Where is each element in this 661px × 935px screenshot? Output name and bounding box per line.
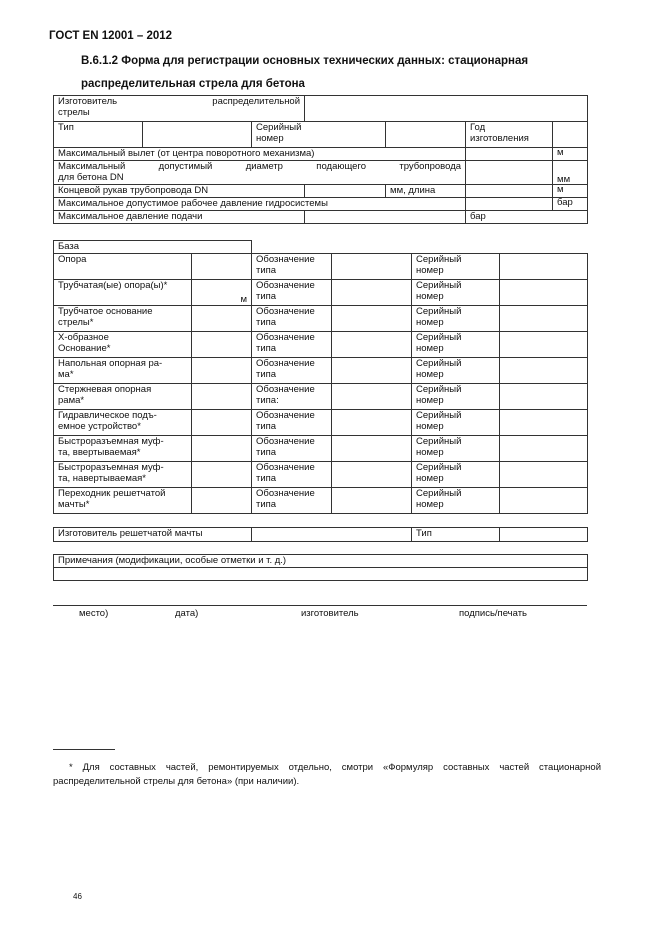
footnote-separator	[53, 749, 115, 750]
standard-header: ГОСТ EN 12001 – 2012	[49, 30, 173, 42]
components-table	[53, 240, 588, 514]
type-designation-line2: типа	[256, 473, 277, 484]
type-designation-cell	[252, 462, 332, 488]
unit-m: м	[240, 294, 247, 305]
component-label-line2: ма*	[58, 369, 74, 380]
component-row	[54, 358, 588, 384]
type-designation-line1: Обозначение	[256, 410, 315, 421]
serial-line1: Серийный	[416, 384, 462, 395]
type-designation-cell	[252, 358, 332, 384]
component-label-line1: Стержневая опорная	[58, 384, 152, 395]
type-designation-value	[332, 488, 412, 514]
type-designation-value	[332, 332, 412, 358]
component-label	[54, 410, 192, 436]
footnote: * Для составных частей, ремонтируемых отдельно, смотри «Формуляр составных частей стационарной распределительной стрелы для бетона» (при наличии).	[53, 762, 601, 787]
serial-cell	[412, 462, 500, 488]
serial-line2: номер	[416, 421, 444, 432]
end-hose-label: Концевой рукав трубопровода DN	[54, 185, 305, 198]
base-label: База	[54, 241, 252, 254]
serial-value	[500, 358, 588, 384]
type-designation-cell	[252, 384, 332, 410]
section-title: B.6.1.2 Форма для регистрации основных технических данных: стационарная распределительная стрела для бетона	[81, 55, 529, 90]
unit-m-2: м	[552, 185, 564, 198]
max-pressure-feed-value	[305, 211, 466, 224]
component-row	[54, 280, 588, 306]
serial-value	[500, 332, 588, 358]
type-designation-line1: Обозначение	[256, 254, 315, 265]
component-value	[192, 306, 252, 332]
component-value	[192, 462, 252, 488]
component-row	[54, 384, 588, 410]
max-diam-line2: для бетона DN	[58, 172, 124, 183]
type-designation-value	[332, 254, 412, 280]
serial-label-line1: Серийный	[256, 122, 302, 133]
lattice-type-label: Тип	[412, 528, 500, 542]
type-designation-line2: типа	[256, 343, 277, 354]
end-hose-unit-cell	[466, 185, 588, 198]
serial-label-line2: номер	[256, 133, 284, 144]
type-designation-line2: типа	[256, 291, 277, 302]
type-designation-cell	[252, 410, 332, 436]
lattice-type-value	[500, 528, 588, 542]
max-pressure-hydr-unit-cell	[466, 198, 588, 211]
unit-m: м	[552, 148, 564, 161]
component-row	[54, 306, 588, 332]
serial-line1: Серийный	[416, 410, 462, 421]
component-row	[54, 410, 588, 436]
lattice-manufacturer-value	[252, 528, 412, 542]
type-designation-cell	[252, 436, 332, 462]
type-designation-line1: Обозначение	[256, 358, 315, 369]
component-label-line2: та, ввертываемая*	[58, 447, 141, 458]
serial-value	[500, 488, 588, 514]
component-label	[54, 306, 192, 332]
max-pressure-hydr-label: Максимальное допустимое рабочее давление гидросистемы	[54, 198, 466, 211]
component-label-line2: Основание*	[58, 343, 111, 354]
type-designation-value	[332, 358, 412, 384]
type-designation-cell	[252, 488, 332, 514]
notes-table	[53, 554, 588, 581]
component-label-line1: Переходник решетчатой	[58, 488, 166, 499]
component-label-line2: мачты*	[58, 499, 90, 510]
component-label	[54, 254, 192, 280]
type-designation-value	[332, 306, 412, 332]
serial-cell	[412, 436, 500, 462]
serial-line1: Серийный	[416, 436, 462, 447]
signature-sign: подпись/печать	[459, 608, 527, 619]
type-designation-line1: Обозначение	[256, 384, 315, 395]
serial-cell	[412, 384, 500, 410]
component-label-line1: Быстроразъемная муф-	[58, 436, 164, 447]
serial-line2: номер	[416, 317, 444, 328]
component-label-line1: Гидравлическое подъ-	[58, 410, 157, 421]
type-designation-cell	[252, 254, 332, 280]
year-cell	[466, 122, 588, 148]
serial-value	[500, 306, 588, 332]
type-designation-line2: типа	[256, 369, 277, 380]
type-designation-line1: Обозначение	[256, 488, 315, 499]
component-label-line1: Трубчатое основание	[58, 306, 153, 317]
component-label-line2: та, навертываемая*	[58, 473, 146, 484]
signature-date: дата)	[175, 608, 199, 619]
component-row	[54, 436, 588, 462]
serial-value	[500, 410, 588, 436]
serial-line1: Серийный	[416, 358, 462, 369]
component-label	[54, 436, 192, 462]
serial-line2: номер	[416, 473, 444, 484]
serial-value	[500, 254, 588, 280]
component-label-line1: Х-образное	[58, 332, 109, 343]
component-row	[54, 254, 588, 280]
year-value	[552, 122, 553, 148]
type-designation-value	[332, 462, 412, 488]
component-label	[54, 280, 192, 306]
page-number: 46	[73, 892, 82, 901]
component-label-line1: Опора	[58, 254, 87, 265]
type-designation-line2: типа	[256, 499, 277, 510]
general-data-table	[53, 95, 588, 224]
serial-line2: номер	[416, 265, 444, 276]
serial-line2: номер	[416, 447, 444, 458]
component-label-line2: емное устройство*	[58, 421, 141, 432]
type-designation-value	[332, 436, 412, 462]
lattice-mast-table	[53, 527, 588, 542]
component-label-line1: Трубчатая(ые) опора(ы)*	[58, 280, 168, 291]
component-value	[192, 254, 252, 280]
component-value	[192, 332, 252, 358]
serial-line1: Серийный	[416, 254, 462, 265]
component-value	[192, 410, 252, 436]
serial-value	[500, 436, 588, 462]
serial-cell	[412, 488, 500, 514]
base-blank	[252, 241, 588, 254]
max-diam-line1: Максимальный допустимый диаметр подающего трубопровода	[58, 161, 462, 172]
component-label	[54, 358, 192, 384]
component-value	[192, 384, 252, 410]
component-value	[192, 280, 252, 306]
serial-cell	[412, 332, 500, 358]
type-designation-cell	[252, 280, 332, 306]
serial-line2: номер	[416, 291, 444, 302]
component-label-line2: стрелы*	[58, 317, 94, 328]
type-designation-line2: типа	[256, 421, 277, 432]
serial-line1: Серийный	[416, 306, 462, 317]
component-label	[54, 384, 192, 410]
component-label-line1: Быстроразъемная муф-	[58, 462, 164, 473]
type-designation-line2: типа	[256, 447, 277, 458]
serial-line2: номер	[416, 395, 444, 406]
component-value	[192, 358, 252, 384]
component-row	[54, 332, 588, 358]
component-label	[54, 332, 192, 358]
type-designation-line2: типа	[256, 265, 277, 276]
component-label-line2: рама*	[58, 395, 85, 406]
manufacturer-value	[305, 96, 588, 122]
component-row	[54, 488, 588, 514]
type-designation-line1: Обозначение	[256, 280, 315, 291]
component-value	[192, 436, 252, 462]
component-value	[192, 488, 252, 514]
serial-value	[500, 384, 588, 410]
signature-manufacturer: изготовитель	[301, 608, 359, 619]
type-designation-cell	[252, 332, 332, 358]
component-label-line1: Напольная опорная ра-	[58, 358, 163, 369]
signature-place: место)	[79, 608, 109, 619]
component-row	[54, 462, 588, 488]
serial-line1: Серийный	[416, 280, 462, 291]
serial-line2: номер	[416, 369, 444, 380]
max-diam-cell	[54, 161, 466, 185]
type-designation-line1: Обозначение	[256, 462, 315, 473]
unit-mm: мм	[552, 161, 570, 185]
serial-line1: Серийный	[416, 332, 462, 343]
serial-line1: Серийный	[416, 462, 462, 473]
serial-cell	[412, 280, 500, 306]
max-diam-unit-cell	[466, 161, 588, 185]
serial-line1: Серийный	[416, 488, 462, 499]
serial-line2: номер	[416, 343, 444, 354]
type-designation-line1: Обозначение	[256, 306, 315, 317]
year-label-line2: изготовления	[470, 133, 529, 144]
unit-bar: бар	[552, 198, 573, 211]
type-designation-value	[332, 384, 412, 410]
type-designation-line1: Обозначение	[256, 332, 315, 343]
serial-cell	[412, 358, 500, 384]
notes-value	[54, 568, 588, 581]
type-designation-line2: типа	[256, 317, 277, 328]
max-reach-label: Максимальный вылет (от центра поворотного механизма)	[54, 148, 466, 161]
serial-value	[386, 122, 466, 148]
type-value	[143, 122, 252, 148]
type-designation-value	[332, 410, 412, 436]
serial-line2: номер	[416, 499, 444, 510]
type-designation-cell	[252, 306, 332, 332]
serial-cell	[412, 306, 500, 332]
type-designation-value	[332, 280, 412, 306]
lattice-manufacturer-label: Изготовитель решетчатой мачты	[54, 528, 252, 542]
serial-cell	[252, 122, 386, 148]
serial-cell	[412, 254, 500, 280]
manufacturer-label-line2: стрелы	[58, 107, 90, 118]
type-designation-line1: Обозначение	[256, 436, 315, 447]
notes-label: Примечания (модификации, особые отметки и т. д.)	[54, 555, 588, 568]
signature-line	[53, 605, 587, 606]
max-pressure-feed-label: Максимальное давление подачи	[54, 211, 305, 224]
component-label	[54, 462, 192, 488]
unit-bar-2: бар	[466, 211, 588, 224]
end-hose-dn-value	[305, 185, 386, 198]
end-hose-length-label: мм, длина	[386, 185, 466, 198]
max-reach-unit-cell	[466, 148, 588, 161]
component-label	[54, 488, 192, 514]
type-designation-line2: типа:	[256, 395, 279, 406]
serial-value	[500, 280, 588, 306]
serial-value	[500, 462, 588, 488]
manufacturer-label-line1: Изготовитель распределительной	[58, 96, 301, 107]
manufacturer-cell	[54, 96, 305, 122]
year-label-line1: Год	[470, 122, 486, 133]
serial-cell	[412, 410, 500, 436]
type-label: Тип	[54, 122, 143, 148]
